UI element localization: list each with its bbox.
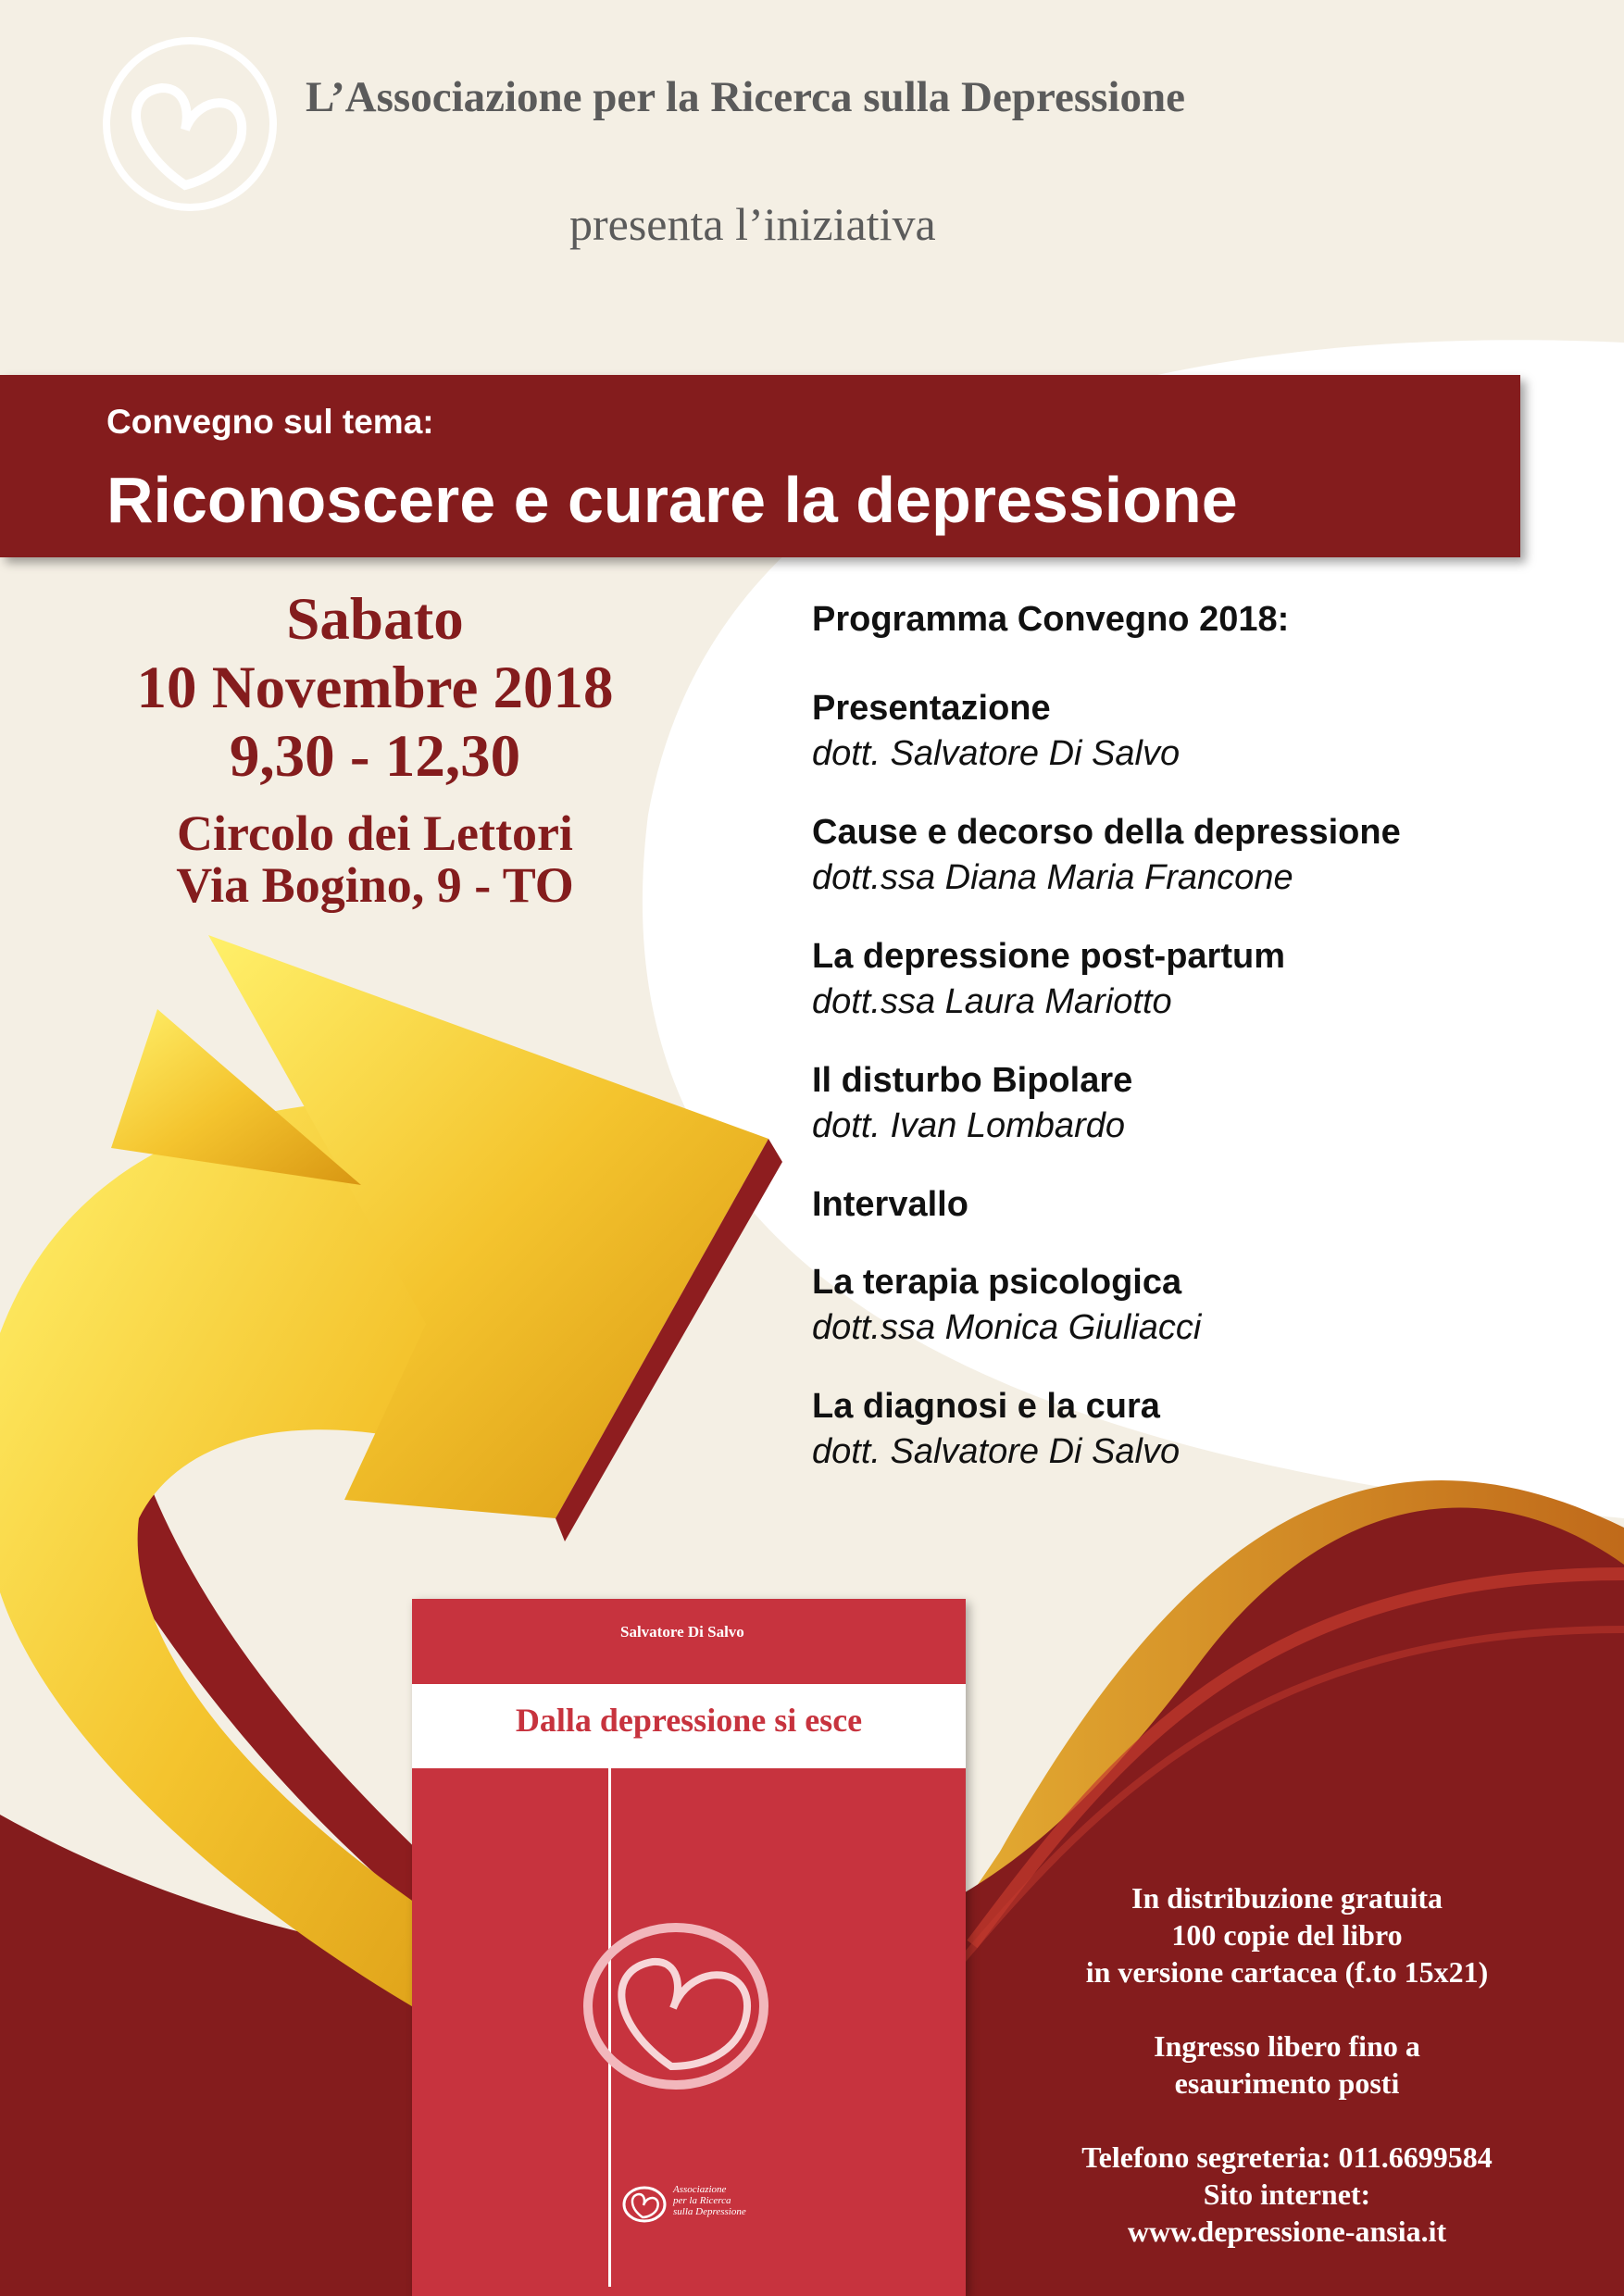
book-assoc-line: per la Ricerca <box>673 2195 731 2206</box>
program-heading: Programma Convegno 2018: <box>812 600 1290 639</box>
program-item-break <box>812 1182 1590 1227</box>
book-assoc-logo-icon <box>620 2184 668 2225</box>
info-line: In distribuzione gratuita <box>1131 1881 1443 1915</box>
banner-subtitle: Convegno sul tema: <box>106 403 434 441</box>
book-assoc-line: sulla Depressione <box>673 2206 746 2217</box>
event-details <box>93 585 657 911</box>
program-item-title: Il disturbo Bipolare <box>812 1061 1133 1100</box>
program-item-speaker: dott. Salvatore Di Salvo <box>812 734 1181 773</box>
info-line: in versione cartacea (f.to 15x21) <box>1085 1955 1489 1989</box>
program-item-title: Presentazione <box>812 689 1051 728</box>
program-item-speaker: dott. Ivan Lombardo <box>812 1106 1125 1145</box>
program-item-title: La terapia psicologica <box>812 1263 1182 1302</box>
banner-title: Riconoscere e curare la depressione <box>106 464 1238 536</box>
program-item-speaker: dott.ssa Monica Giuliacci <box>812 1308 1202 1347</box>
program-item-speaker: dott.ssa Diana Maria Francone <box>812 858 1293 897</box>
event-day: Sabato <box>286 586 464 653</box>
program-item <box>812 934 1590 1025</box>
info-line: Ingresso libero fino a <box>1154 2029 1420 2063</box>
book-assoc-line: Associazione <box>673 2184 727 2195</box>
book-author: Salvatore Di Salvo <box>620 1623 744 1641</box>
venue-name: Circolo dei Lettori <box>177 805 573 861</box>
website-link[interactable]: www.depressione-ansia.it <box>1127 2215 1447 2248</box>
program-item <box>812 686 1590 777</box>
program-item-title: Intervallo <box>812 1185 968 1224</box>
program-item-title: Cause e decorso della depressione <box>812 813 1401 852</box>
program-item <box>812 1058 1590 1149</box>
program <box>812 600 1590 1508</box>
info-line: Sito internet: <box>1203 2177 1371 2211</box>
program-item-title: La depressione post-partum <box>812 937 1285 976</box>
event-date: 10 Novembre 2018 <box>136 655 614 721</box>
program-item-title: La diagnosi e la cura <box>812 1387 1160 1426</box>
event-time: 9,30 - 12,30 <box>229 723 521 790</box>
program-item-speaker: dott. Salvatore Di Salvo <box>812 1432 1181 1471</box>
phone-line: Telefono segreteria: 011.6699584 <box>1081 2140 1493 2174</box>
info-block <box>1000 1879 1574 2250</box>
book-heart-logo-icon <box>569 1904 792 2099</box>
program-item <box>812 1384 1590 1475</box>
program-item-speaker: dott.ssa Laura Mariotto <box>812 982 1172 1021</box>
title-banner <box>0 375 1520 557</box>
info-line: esaurimento posti <box>1174 2066 1400 2100</box>
org-name: L’Associazione per la Ricerca sulla Depressione <box>306 73 1185 121</box>
program-item <box>812 1260 1590 1351</box>
book-cover <box>412 1599 966 2296</box>
book-assoc-text <box>673 2184 746 2217</box>
program-item <box>812 810 1590 901</box>
book-title: Dalla depressione si esce <box>515 1702 863 1739</box>
info-line: 100 copie del libro <box>1171 1918 1403 1952</box>
venue-address: Via Bogino, 9 - TO <box>176 857 574 913</box>
presents-text: presenta l’iniziativa <box>569 198 936 250</box>
